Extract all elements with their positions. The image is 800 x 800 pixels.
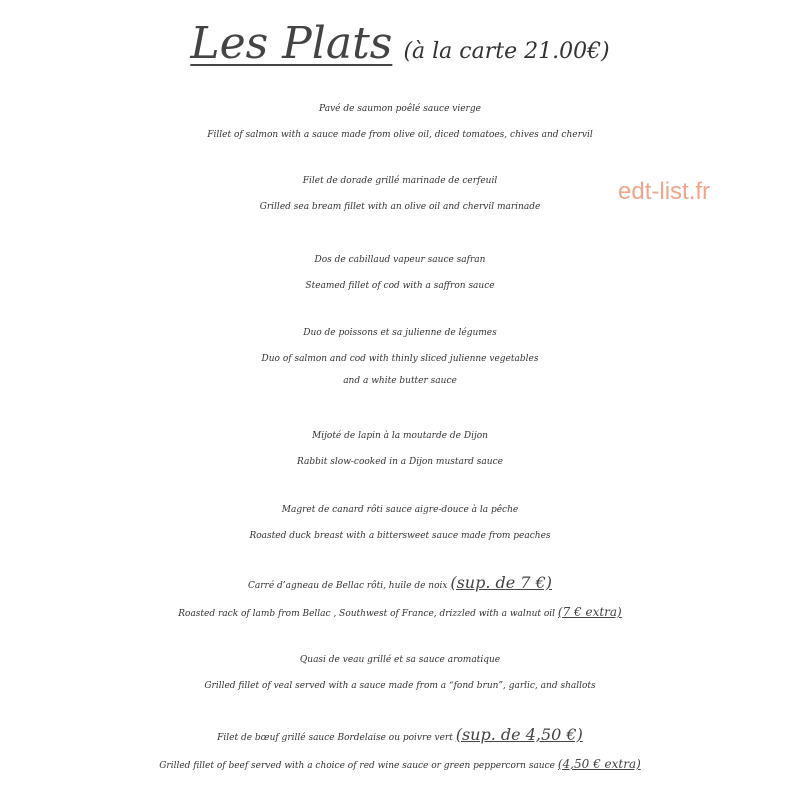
dish-description-en: Rabbit slow-cooked in a Dijon mustard sauce bbox=[297, 457, 503, 467]
dish-item bbox=[0, 720, 800, 777]
dish-item bbox=[0, 421, 800, 473]
dish-description-en: Roasted duck breast with a bittersweet sauce made from peaches bbox=[249, 531, 551, 541]
dish-description-en: Roasted rack of lamb from Bellac , Southwest of France, drizzled with a walnut oil bbox=[178, 609, 556, 619]
dish-name-fr: Filet de bœuf grillé sauce Bordelaise ou poivre vert bbox=[217, 733, 453, 743]
supplement-extra: (4,50 € extra) bbox=[557, 757, 641, 771]
dish-description-en: Steamed fillet of cod with a saffron sauce bbox=[305, 281, 495, 291]
dish-name-fr: Quasi de veau grillé et sa sauce aromatique bbox=[299, 655, 501, 665]
dish-item bbox=[0, 568, 800, 625]
dish-item bbox=[0, 245, 800, 297]
supplement-extra: (7 € extra) bbox=[557, 605, 622, 619]
dish-name-fr: Mijoté de lapin à la moutarde de Dijon bbox=[312, 431, 488, 441]
dish-name-fr-line bbox=[0, 720, 800, 753]
dish-name-fr: Carré d’agneau de Bellac rôti, huile de noix bbox=[248, 581, 448, 591]
supplement-note: (sup. de 4,50 €) bbox=[455, 725, 583, 744]
dish-description-en-line bbox=[0, 753, 800, 777]
watermark: edt-list.fr bbox=[618, 178, 711, 205]
supplement-note: (sup. de 7 €) bbox=[450, 573, 552, 592]
dish-description-en: Grilled fillet of veal served with a sauce made from a “fond brun”, garlic, and shallots bbox=[204, 681, 596, 691]
dish-item bbox=[0, 318, 800, 392]
dish-name-fr: Dos de cabillaud vapeur sauce safran bbox=[314, 255, 486, 265]
menu-header bbox=[0, 18, 800, 69]
dish-description-en: Fillet of salmon with a sauce made from olive oil, diced tomatoes, chives and chervil bbox=[207, 130, 593, 140]
dish-description-en: Grilled sea bream fillet with an olive oil and chervil marinade bbox=[259, 202, 541, 212]
price-note: (à la carte 21.00€) bbox=[403, 39, 610, 64]
dish-description-en-line2: and a white butter sauce bbox=[343, 376, 457, 386]
dish-item bbox=[0, 645, 800, 697]
page-title: Les Plats bbox=[190, 18, 393, 69]
dish-item bbox=[0, 495, 800, 547]
dish-description-en: Duo of salmon and cod with thinly sliced julienne vegetables bbox=[261, 354, 539, 364]
dish-description-en: Grilled fillet of beef served with a choice of red wine sauce or green peppercorn sauce bbox=[159, 761, 555, 771]
dish-description-en-line bbox=[0, 601, 800, 625]
dish-item bbox=[0, 94, 800, 146]
dish-name-fr: Pavé de saumon poêlé sauce vierge bbox=[319, 104, 481, 114]
dish-name-fr-line bbox=[0, 568, 800, 601]
dish-name-fr: Filet de dorade grillé marinade de cerfeuil bbox=[302, 176, 498, 186]
dish-name-fr: Magret de canard rôti sauce aigre-douce à la pêche bbox=[281, 505, 519, 515]
dish-name-fr: Duo de poissons et sa julienne de légumes bbox=[303, 328, 497, 338]
